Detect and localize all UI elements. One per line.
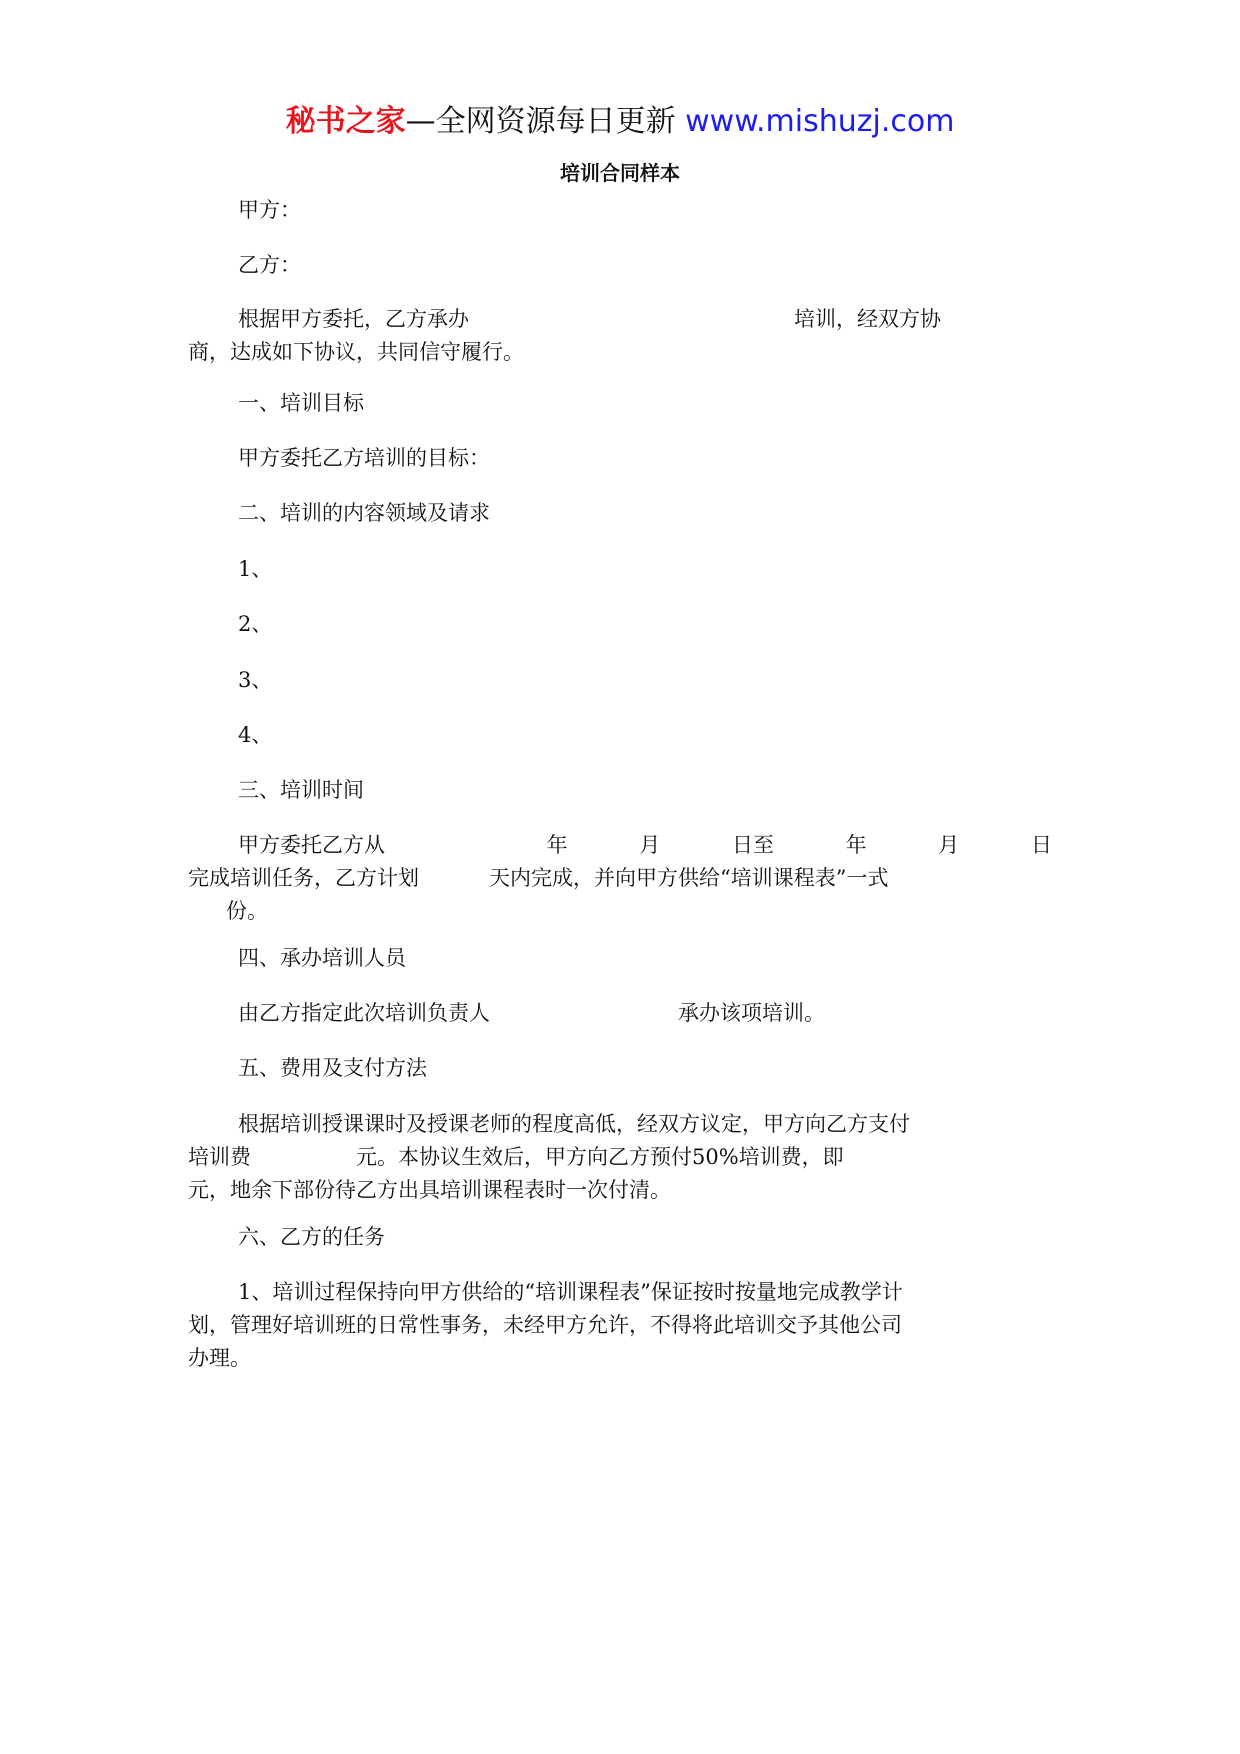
duty-line-1: 1、培训过程保持向甲方供给的“培训课程表”保证按时按量地完成教学计 (238, 1280, 903, 1304)
document-title: 培训合同样本 (560, 161, 680, 185)
list-item: 1、 (238, 557, 273, 581)
intro-line-2: 商，达成如下协议，共同信守履行。 (188, 340, 524, 364)
fee-line-1: 根据培训授课课时及授课老师的程度高低，经双方议定，甲方向乙方支付 (238, 1112, 910, 1136)
section3-paragraph (188, 829, 1052, 928)
fee-line-2 (188, 1141, 1052, 1174)
year-end-label: 年 (845, 833, 867, 857)
section3-heading: 三、培训时间 (238, 778, 364, 802)
list-item: 3、 (238, 668, 273, 692)
section4-body (188, 997, 1102, 1030)
intro-text-2: 培训，经双方协 (794, 307, 941, 331)
brand-name: 秘书之家 (285, 104, 406, 139)
year-start-label: 年 (546, 833, 568, 857)
site-url-link[interactable]: www.mishuzj.com (685, 104, 955, 139)
section6-paragraph (188, 1276, 1052, 1375)
site-header (0, 102, 1240, 142)
party-b-label: 乙方： (238, 253, 301, 277)
duty-line-2: 划，管理好培训班的日常性事务，未经甲方允许，不得将此培训交予其他公司 (188, 1313, 902, 1337)
party-a-label: 甲方： (238, 198, 301, 222)
schedule-line-3: 份。 (226, 899, 268, 923)
month-start-label: 月 (639, 833, 661, 857)
section5-paragraph (188, 1108, 1052, 1207)
list-item: 4、 (238, 723, 273, 747)
intro-paragraph (188, 303, 1052, 369)
section4-text-1: 由乙方指定此次培训负责人 (238, 1001, 490, 1025)
duty-line-3: 办理。 (188, 1346, 251, 1370)
section4-text-2: 承办该项培训。 (678, 1001, 825, 1025)
schedule-text: 甲方委托乙方从 (238, 833, 385, 857)
schedule-text-2a: 完成培训任务，乙方计划 (188, 866, 419, 890)
intro-text-1: 根据甲方委托，乙方承办 (238, 307, 469, 331)
section6-heading: 六、乙方的任务 (238, 1225, 385, 1249)
section1-heading: 一、培训目标 (238, 391, 364, 415)
section1-body: 甲方委托乙方培训的目标： (238, 446, 490, 470)
month-end-label: 月 (938, 833, 960, 857)
day-start-label: 日至 (731, 833, 774, 857)
header-slogan: —全网资源每日更新 (405, 104, 686, 139)
schedule-line (188, 829, 1052, 862)
section4-heading: 四、承办培训人员 (238, 946, 406, 970)
fee-text-2a: 培训费 (188, 1145, 251, 1169)
section2-heading: 二、培训的内容领域及请求 (238, 501, 490, 525)
day-end-label: 日 (1030, 833, 1052, 857)
intro-line-1 (188, 303, 1052, 336)
fee-text-2b: 元。本协议生效后，甲方向乙方预付50%培训费，即 (356, 1145, 844, 1169)
schedule-text-2b: 天内完成，并向甲方供给“培训课程表”一式 (489, 866, 889, 890)
schedule-line-2 (188, 862, 1052, 895)
section5-heading: 五、费用及支付方法 (238, 1056, 427, 1080)
list-item: 2、 (238, 612, 273, 636)
fee-line-3: 元，地余下部份待乙方出具培训课程表时一次付清。 (188, 1178, 671, 1202)
